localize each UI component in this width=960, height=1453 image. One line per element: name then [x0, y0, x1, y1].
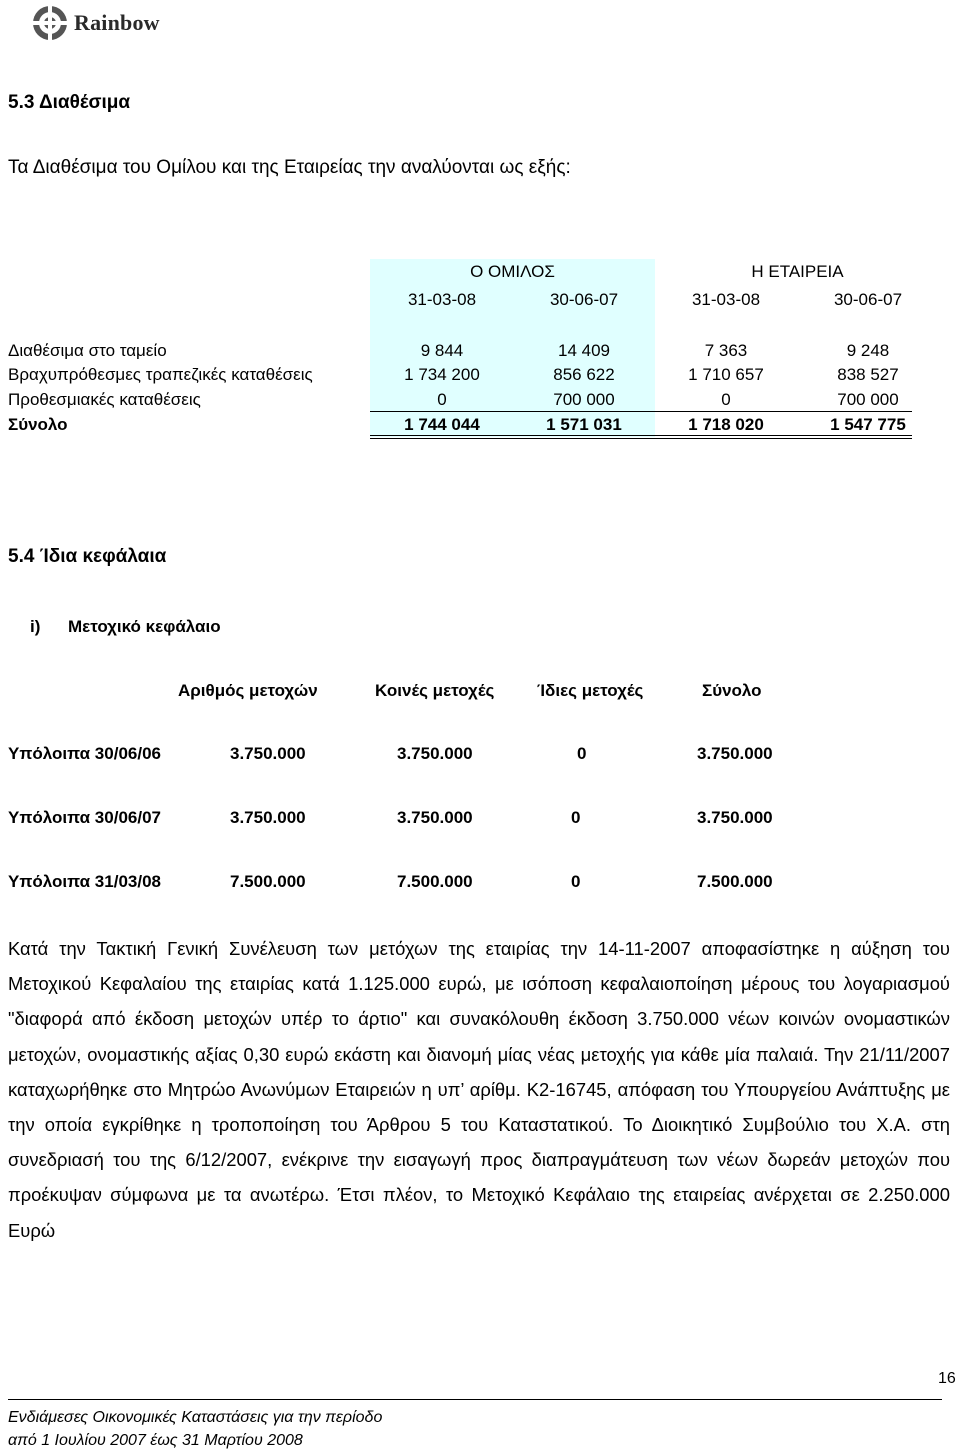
cell-value: 3.750.000 [230, 808, 306, 827]
cell-value: 700 000 [837, 390, 899, 409]
row-label: Προθεσμιακές καταθέσεις [8, 390, 201, 409]
cell-value: 838 527 [837, 365, 899, 384]
cell-value: 0 [577, 744, 587, 763]
subsection-index: i) [30, 617, 41, 636]
rainbow-logo-icon [30, 4, 70, 42]
row-label: Σύνολο [8, 415, 68, 434]
cell-value: 3.750.000 [230, 744, 306, 763]
total-double-rule-bottom [370, 438, 912, 439]
column-header: Ίδιες μετοχές [537, 681, 644, 700]
body-paragraph: Κατά την Τακτική Γενική Συνέλευση των μετόχων της εταιρίας την 14-11-2007 αποφασίστηκε η αύξηση του Μετοχικού Κεφαλαίου της εταιρίας κατά 1.125.000 ευρώ, με ισόποση κεφαλαιοποίηση μέρους του λογαριασμού "διαφορά από έκδοση μετοχών υπέρ το άρτιο" και συνακόλουθη έκδοση 3.750.000 νέων κοινών ονομαστικών μετοχών, ονομαστικής αξίας 0,30 ευρώ εκάστη και διανομή μίας νέας μετοχής για κάθε μία παλαιά. Την 21/11/2007 καταχωρήθηκε στο Μητρώο Ανωνύμων Εταιρειών η υπ’ αρίθμ. Κ2-16745, απόφαση του Υπουργείου Ανάπτυξης με την οποία εγκρίθηκε η τροποποίηση του Άρθρου 5 του Καταστατικού. Το Διοικητικό Συμβούλιο του Χ.Α. στη συνεδριασή του της 6/12/2007, ενέκρινε την εισαγωγή προς διαπραγμάτευση των νέων δωρεάν μετοχών που προέκυψαν σύμφωνα με τα ανωτέρω. Έτσι πλέον, το Μετοχικό Κεφάλαιο της εταιρείας ανέρχεται σε 2.250.000 Ευρώ [8, 938, 950, 1241]
cell-value: 7.500.000 [397, 872, 473, 891]
company-header: Η ΕΤΑΙΡΕΙΑ [751, 262, 844, 281]
date-header: 30-06-07 [549, 290, 619, 309]
cell-value: 14 409 [558, 341, 610, 360]
cell-value: 856 622 [553, 365, 615, 384]
subtotal-rule [370, 411, 912, 412]
cell-value: 7 363 [704, 341, 748, 360]
cell-value: 3.750.000 [397, 808, 473, 827]
cell-value: 3.750.000 [697, 744, 773, 763]
row-label: Βραχυπρόθεσμες τραπεζικές καταθέσεις [8, 365, 313, 384]
footer-divider [8, 1399, 942, 1400]
group-header: Ο ΟΜΙΛΟΣ [470, 262, 555, 281]
footer-line-2: από 1 Ιουλίου 2007 έως 31 Μαρτίου 2008 [8, 1432, 303, 1449]
cell-value: 9 248 [846, 341, 890, 360]
cell-value: 1 547 775 [830, 415, 906, 434]
cell-value: 9 844 [420, 341, 464, 360]
total-double-rule-top [370, 435, 912, 436]
date-header: 31-03-08 [691, 290, 761, 309]
cell-value: 0 [571, 872, 581, 891]
cell-value: 1 718 020 [688, 415, 764, 434]
cell-value: 3.750.000 [697, 808, 773, 827]
subsection-title: Μετοχικό κεφάλαιο [68, 617, 221, 636]
section-intro-cash: Τα Διαθέσιμα του Ομίλου και της Εταιρείας την αναλύονται ως εξής: [8, 157, 571, 178]
row-label: Υπόλοιπα 30/06/06 [8, 744, 161, 763]
section-title-equity: 5.4 Ίδια κεφάλαια [8, 546, 167, 567]
logo-text: Rainbow [74, 10, 160, 35]
cell-value: 1 734 200 [404, 365, 480, 384]
column-header: Σύνολο [702, 681, 762, 700]
cell-value: 1 710 657 [688, 365, 764, 384]
page-number: 16 [938, 1370, 956, 1387]
company-logo [30, 4, 160, 42]
row-label: Υπόλοιπα 31/03/08 [8, 872, 161, 891]
row-label: Υπόλοιπα 30/06/07 [8, 808, 161, 827]
cell-value: 0 [437, 390, 447, 409]
column-header: Αριθμός μετοχών [178, 681, 318, 700]
footer-line-1: Ενδιάμεσες Οικονομικές Καταστάσεις για την περίοδο [8, 1409, 383, 1426]
cell-value: 1 571 031 [546, 415, 622, 434]
cell-value: 1 744 044 [404, 415, 480, 434]
section-title-cash: 5.3 Διαθέσιμα [8, 92, 131, 113]
row-label: Διαθέσιμα στο ταμείο [8, 341, 167, 360]
cell-value: 700 000 [553, 390, 615, 409]
cell-value: 3.750.000 [397, 744, 473, 763]
cell-value: 7.500.000 [697, 872, 773, 891]
cell-value: 0 [721, 390, 731, 409]
column-header: Κοινές μετοχές [375, 681, 495, 700]
cell-value: 7.500.000 [230, 872, 306, 891]
cell-value: 0 [571, 808, 581, 827]
date-header: 31-03-08 [407, 290, 477, 309]
date-header: 30-06-07 [833, 290, 903, 309]
